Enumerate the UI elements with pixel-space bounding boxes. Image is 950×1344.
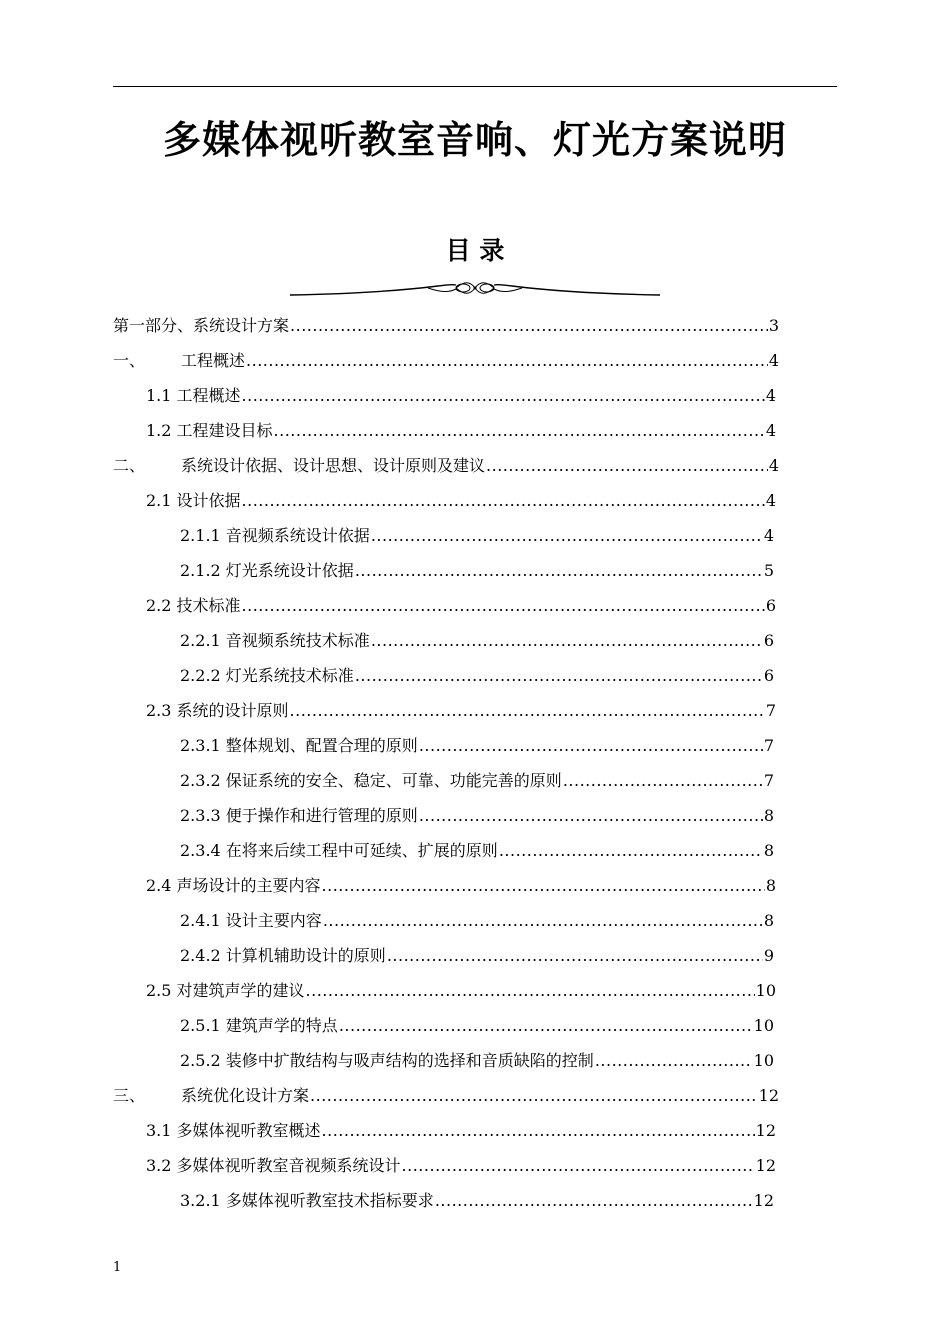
- dot-leader: [387, 938, 763, 973]
- toc-page-number: 7: [763, 736, 774, 755]
- toc-entry[interactable]: 2.3.1 整体规划、配置合理的原则 ..... 7: [180, 728, 774, 763]
- toc-page-number: 4: [765, 421, 776, 440]
- toc-page-number: 9: [763, 946, 774, 965]
- dot-leader: [290, 308, 768, 343]
- ornament-divider-icon: [288, 280, 662, 300]
- dot-leader: [242, 378, 765, 413]
- toc-entry[interactable]: 2.3.3 便于操作和进行管理的原则 ..... 8: [180, 798, 774, 833]
- toc-page-number: 10: [753, 1051, 774, 1070]
- toc-page-number: 4: [768, 456, 779, 475]
- toc-entry[interactable]: 一、 工程概述 ..... 4: [113, 343, 779, 378]
- toc-page-number: 7: [763, 771, 774, 790]
- dot-leader: [310, 1078, 758, 1113]
- toc-entry[interactable]: 1.2 工程建设目标 ..... 4: [146, 413, 776, 448]
- toc-entry[interactable]: 2.1 设计依据 ..... 4: [146, 483, 776, 518]
- toc-entry[interactable]: 2.1.1 音视频系统设计依据 ..... 4: [180, 518, 774, 553]
- toc-page-number: 4: [763, 526, 774, 545]
- dot-leader: [290, 693, 765, 728]
- dot-leader: [246, 343, 768, 378]
- toc-page-number: 4: [765, 491, 776, 510]
- toc-entry[interactable]: 2.4.1 设计主要内容 ..... 8: [180, 903, 774, 938]
- toc-page-number: 8: [763, 806, 774, 825]
- dot-leader: [274, 413, 765, 448]
- toc-heading: 目 录: [445, 236, 505, 265]
- header-rule: [113, 86, 837, 87]
- dot-leader: [435, 1183, 753, 1218]
- toc-page-number: 6: [763, 666, 774, 685]
- toc-entry[interactable]: 2.5.1 建筑声学的特点 ..... 10: [180, 1008, 774, 1043]
- toc-page-number: 8: [763, 841, 774, 860]
- toc-entry[interactable]: 2.4 声场设计的主要内容 ..... 8: [146, 868, 776, 903]
- dot-leader: [371, 623, 763, 658]
- dot-leader: [322, 1113, 755, 1148]
- dot-leader: [486, 448, 768, 483]
- document-title: 多媒体视听教室音响、灯光方案说明: [162, 118, 787, 162]
- dot-leader: [322, 868, 765, 903]
- dot-leader: [371, 518, 763, 553]
- dot-leader: [339, 1008, 753, 1043]
- toc-page-number: 10: [753, 1016, 774, 1035]
- toc-page-number: 10: [755, 981, 776, 1000]
- toc-page-number: 12: [755, 1121, 776, 1140]
- toc-entry[interactable]: 2.1.2 灯光系统设计依据 ..... 5: [180, 553, 774, 588]
- toc-entry[interactable]: 二、 系统设计依据、设计思想、设计原则及建议 ..... 4: [113, 448, 779, 483]
- toc-entry[interactable]: 2.2.2 灯光系统技术标准 ..... 6: [180, 658, 774, 693]
- dot-leader: [595, 1043, 753, 1078]
- toc-entry[interactable]: 1.1 工程概述 ..... 4: [146, 378, 776, 413]
- toc-page-number: 4: [768, 351, 779, 370]
- toc-page-number: 4: [765, 386, 776, 405]
- dot-leader: [355, 553, 763, 588]
- page-number: 1: [113, 1260, 122, 1275]
- toc-entry[interactable]: 3.1 多媒体视听教室概述 ..... 12: [146, 1113, 776, 1148]
- toc-page-number: 8: [763, 911, 774, 930]
- toc-entry[interactable]: 2.2.1 音视频系统技术标准 ..... 6: [180, 623, 774, 658]
- dot-leader: [242, 483, 765, 518]
- toc-entry[interactable]: 3.2 多媒体视听教室音视频系统设计 ..... 12: [146, 1148, 776, 1183]
- toc-entry[interactable]: 3.2.1 多媒体视听教室技术指标要求 ..... 12: [180, 1183, 774, 1218]
- toc-page-number: 12: [758, 1086, 779, 1105]
- dot-leader: [402, 1148, 755, 1183]
- dot-leader: [563, 763, 763, 798]
- toc-entry[interactable]: 2.3.2 保证系统的安全、稳定、可靠、功能完善的原则 ..... 7: [180, 763, 774, 798]
- toc-page-number: 12: [753, 1191, 774, 1210]
- toc-entry[interactable]: 2.3 系统的设计原则 ..... 7: [146, 693, 776, 728]
- toc-page-number: 7: [765, 701, 776, 720]
- toc-entry[interactable]: 三、 系统优化设计方案 ..... 12: [113, 1078, 779, 1113]
- dot-leader: [355, 658, 763, 693]
- dot-leader: [499, 833, 763, 868]
- dot-leader: [323, 903, 763, 938]
- toc-page-number: 5: [763, 561, 774, 580]
- toc-entry[interactable]: 2.2 技术标准 ..... 6: [146, 588, 776, 623]
- dot-leader: [242, 588, 765, 623]
- toc-page-number: 6: [765, 596, 776, 615]
- toc-entry[interactable]: 2.3.4 在将来后续工程中可延续、扩展的原则 ..... 8: [180, 833, 774, 868]
- toc-entry[interactable]: 2.5.2 装修中扩散结构与吸声结构的选择和音质缺陷的控制 ..... 10: [180, 1043, 774, 1078]
- dot-leader: [419, 728, 763, 763]
- toc-page-number: 8: [765, 876, 776, 895]
- toc-page-number: 12: [755, 1156, 776, 1175]
- toc-entry[interactable]: 2.5 对建筑声学的建议 ..... 10: [146, 973, 776, 1008]
- toc-entry[interactable]: 2.4.2 计算机辅助设计的原则 ..... 9: [180, 938, 774, 973]
- toc-page-number: 6: [763, 631, 774, 650]
- toc-page-number: 3: [768, 316, 779, 335]
- toc-entry[interactable]: 第一部分、系统设计方案 ..... 3: [113, 308, 779, 343]
- dot-leader: [306, 973, 755, 1008]
- dot-leader: [419, 798, 763, 833]
